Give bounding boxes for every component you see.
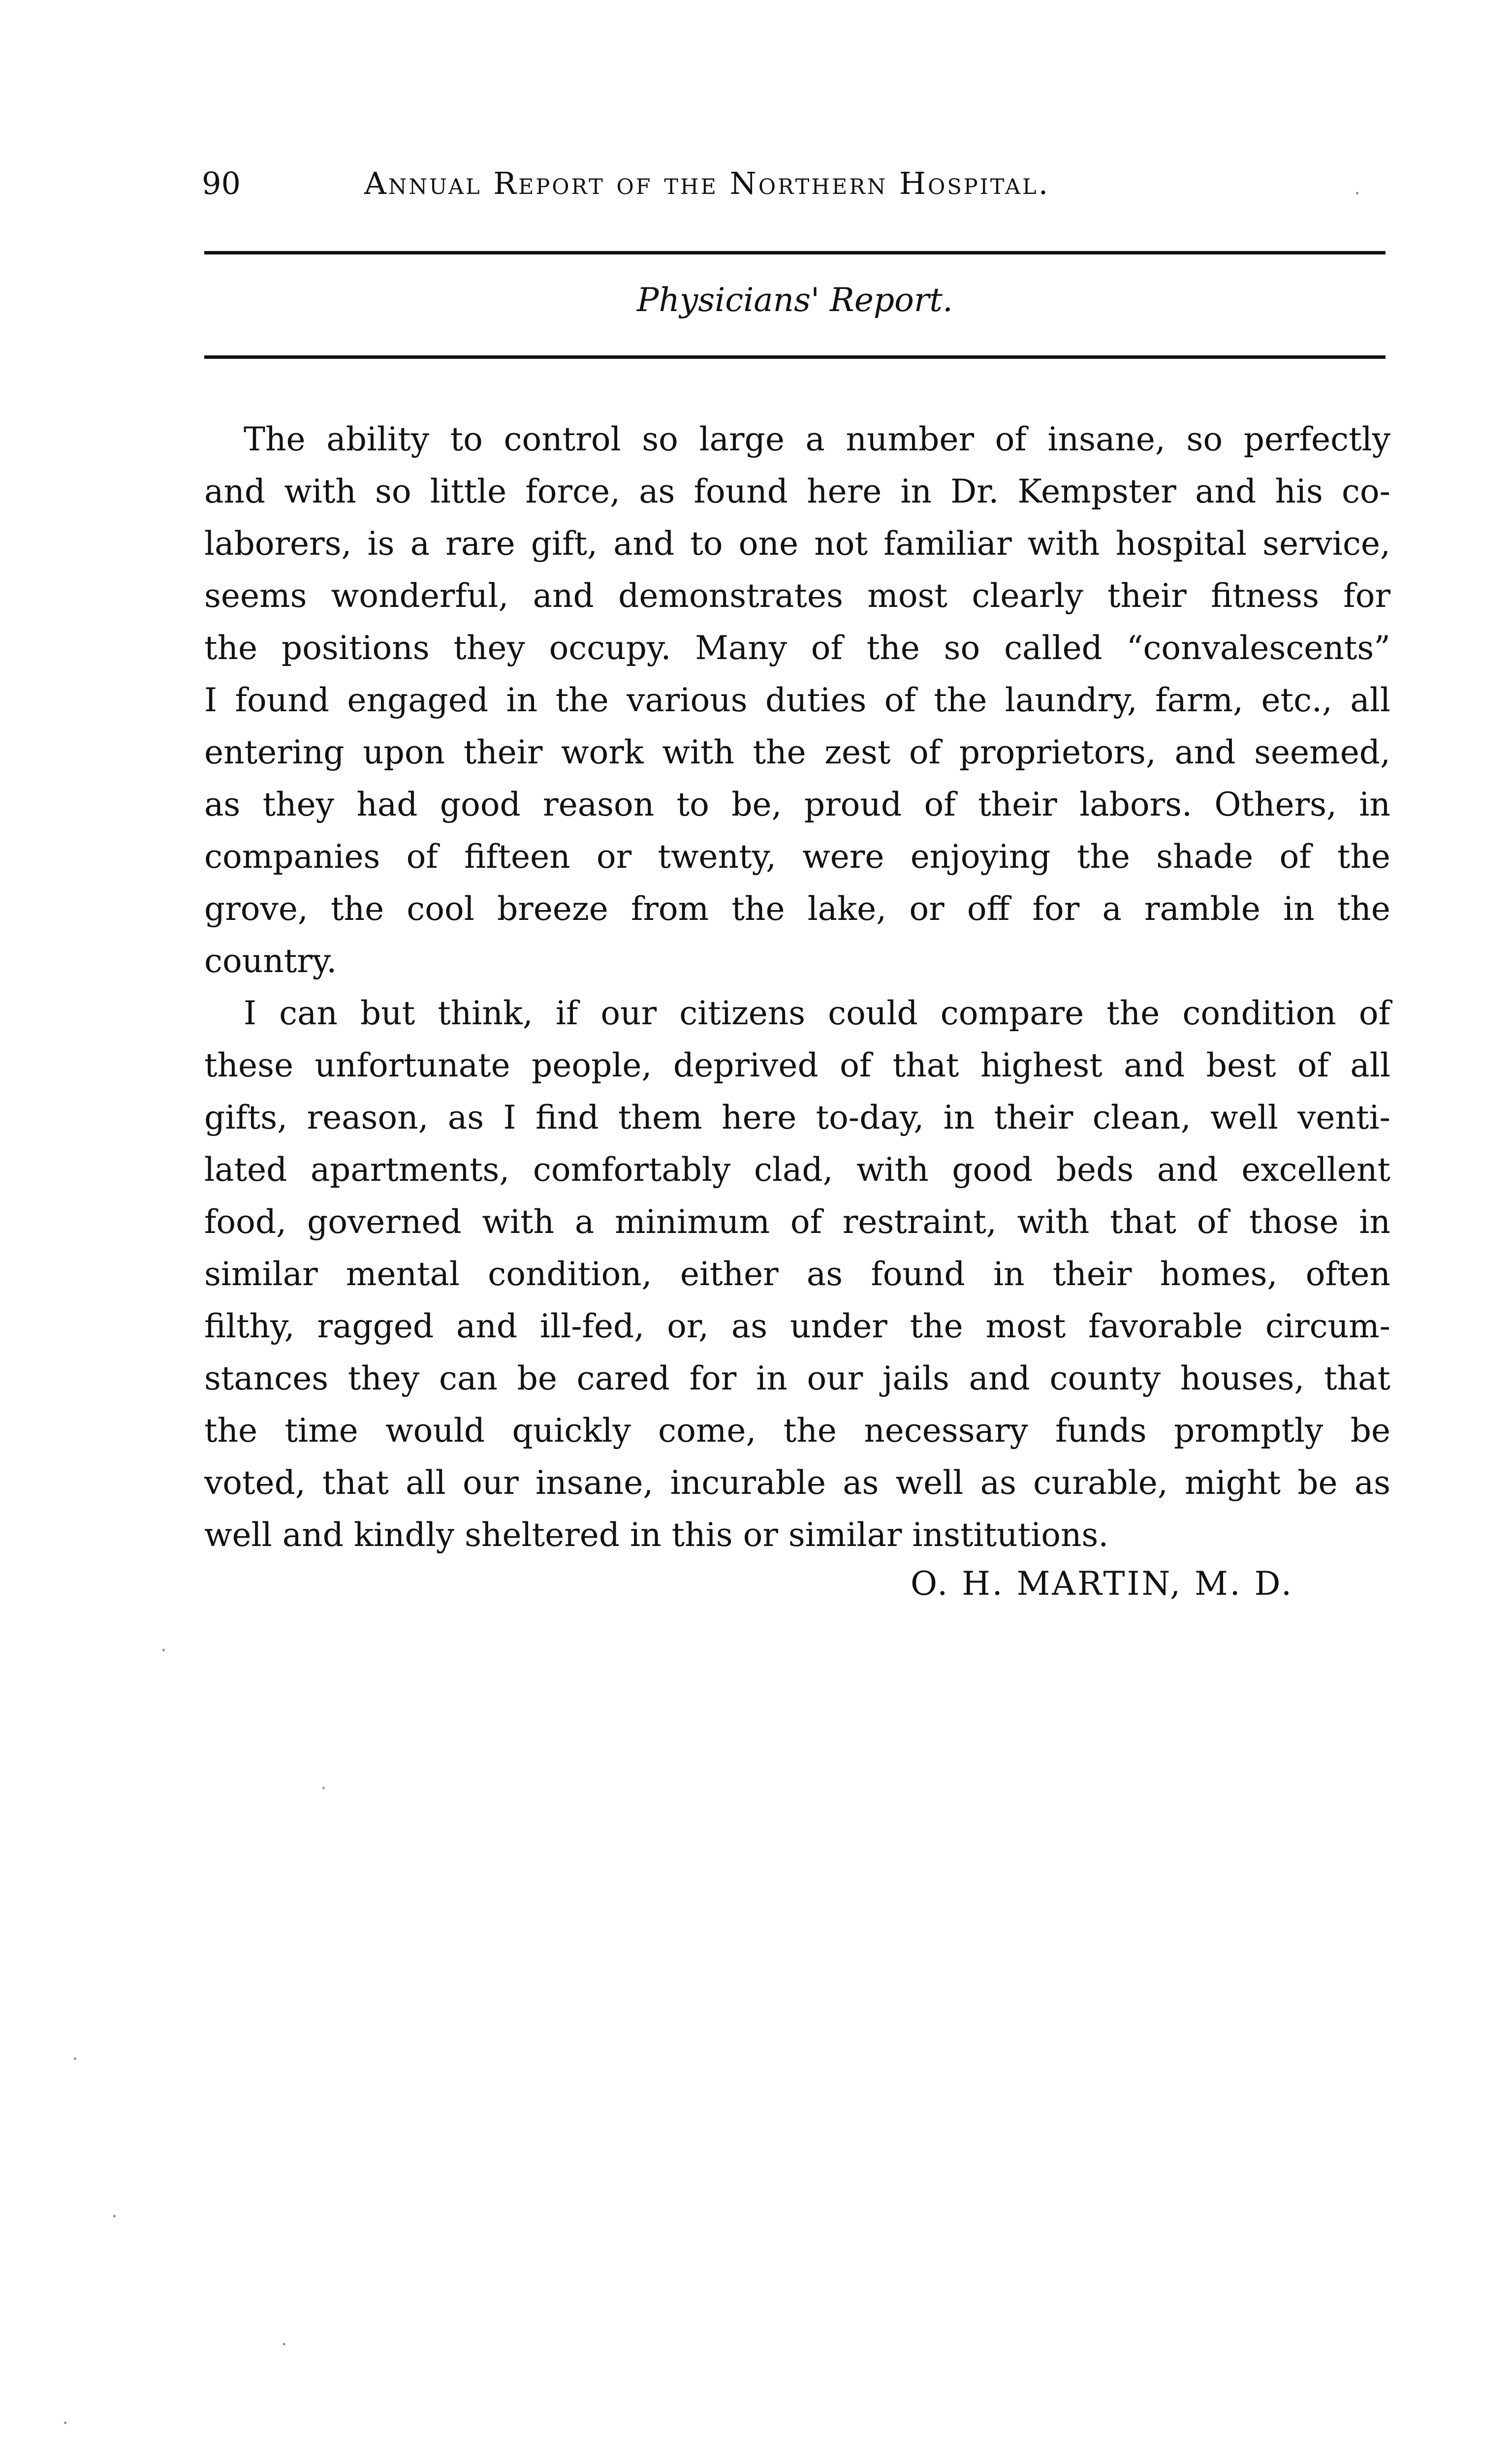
scan-speck (283, 2343, 285, 2345)
scan-speck (74, 2057, 76, 2060)
scan-speck (113, 2215, 116, 2217)
scan-speck (162, 1649, 165, 1651)
text-line: laborers, is a rare gift, and to one not familiar with hospital service, (204, 525, 1390, 563)
text-line: voted, that all our insane, incurable as well as curable, might be as (204, 1464, 1390, 1502)
text-line: the time would quickly come, the necessary funds promptly be (204, 1412, 1390, 1450)
text-line: similar mental condition, either as found in their homes, often (204, 1255, 1390, 1293)
top-rule (204, 251, 1386, 254)
text-line: food, governed with a minimum of restraint, with that of those in (204, 1203, 1390, 1241)
text-line: seems wonderful, and demonstrates most clearly their fitness for (204, 577, 1390, 615)
text-line: The ability to control so large a number of insane, so perfectly (244, 420, 1390, 458)
text-line: grove, the cool breeze from the lake, or off for a ramble in the (204, 890, 1390, 928)
text-line: gifts, reason, as I find them here to-day, in their clean, well venti- (204, 1099, 1390, 1136)
text-line: stances they can be cared for in our jails and county houses, that (204, 1359, 1390, 1397)
paragraph-1 (204, 413, 1390, 987)
text-line: the positions they occupy. Many of the so called “convalescents” (204, 629, 1390, 667)
text-line: and with so little force, as found here in Dr. Kempster and his co- (204, 473, 1390, 510)
body-text (204, 413, 1390, 1561)
text-line: entering upon their work with the zest of proprietors, and seemed, (204, 733, 1390, 771)
text-line: as they had good reason to be, proud of their labors. Others, in (204, 786, 1390, 823)
text-line: I can but think, if our citizens could compare the condition of (244, 994, 1390, 1032)
text-line: companies of fifteen or twenty, were enjoying the shade of the (204, 838, 1390, 876)
signature: O. H. MARTIN, M. D. (911, 1565, 1294, 1603)
text-line: lated apartments, comfortably clad, with good beds and excellent (204, 1151, 1390, 1189)
text-line: country. (204, 942, 337, 980)
text-line: these unfortunate people, deprived of that highest and best of all (204, 1046, 1390, 1084)
page-number: 90 (202, 165, 241, 201)
scan-speck (322, 1787, 325, 1789)
text-line: I found engaged in the various duties of the laundry, farm, etc., all (204, 681, 1390, 719)
paragraph-2 (204, 987, 1390, 1561)
text-line: well and kindly sheltered in this or similar institutions. (204, 1516, 1109, 1554)
text-line: filthy, ragged and ill-fed, or, as under the most favorable circum- (204, 1307, 1390, 1345)
scan-speck (1356, 192, 1358, 194)
scan-speck (64, 2422, 66, 2424)
page-header (202, 161, 1388, 206)
bottom-rule (204, 355, 1386, 359)
section-title: Physicians' Report. (637, 281, 953, 319)
running-head: Annual Report of the Northern Hospital. (364, 165, 1050, 201)
